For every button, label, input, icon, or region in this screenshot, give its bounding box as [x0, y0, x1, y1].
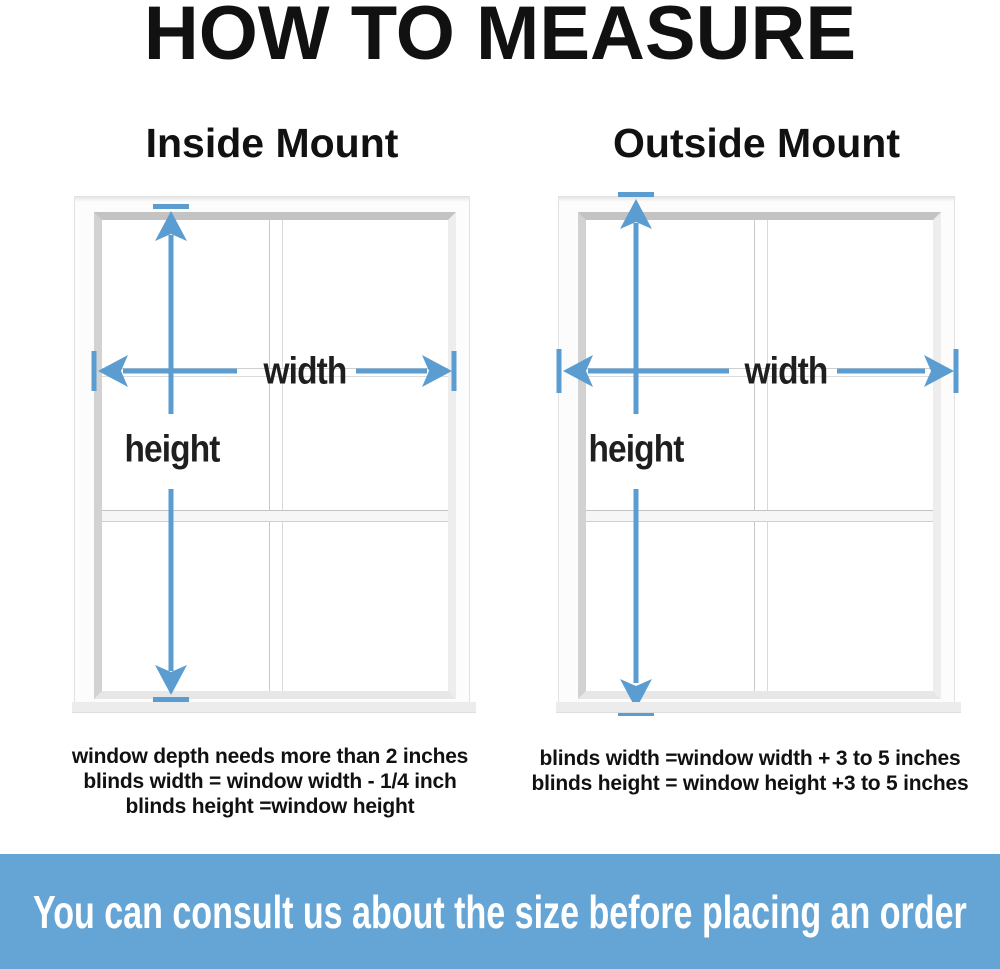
outside-height-label: height	[588, 428, 684, 471]
note-line: blinds height = window height +3 to 5 inches	[531, 772, 969, 795]
inside-width-label: width	[263, 350, 347, 393]
consult-banner-text: You can consult us about the size before placing an order	[33, 885, 967, 938]
note-line: blinds height =window height	[125, 795, 415, 818]
window-center-mullion	[754, 220, 768, 691]
outside-mount-window-diagram	[558, 196, 955, 710]
window-meeting-rail	[102, 510, 448, 522]
inside-mount-notes	[10, 744, 530, 819]
note-line: window depth needs more than 2 inches	[71, 745, 469, 768]
outside-width-label: width	[744, 350, 828, 393]
note-line: blinds width = window width - 1/4 inch	[83, 770, 457, 793]
page-title: HOW TO MEASURE	[143, 0, 857, 76]
note-line: blinds width =window width + 3 to 5 inches	[539, 747, 961, 770]
window-meeting-rail	[586, 510, 933, 522]
outside-mount-notes	[495, 746, 1000, 796]
window-center-mullion	[269, 220, 283, 691]
outside-mount-heading: Outside Mount	[613, 120, 900, 166]
inside-mount-window-diagram	[74, 196, 470, 710]
inside-mount-heading: Inside Mount	[145, 120, 399, 166]
consult-banner	[0, 854, 1000, 969]
inside-height-label: height	[124, 428, 220, 471]
